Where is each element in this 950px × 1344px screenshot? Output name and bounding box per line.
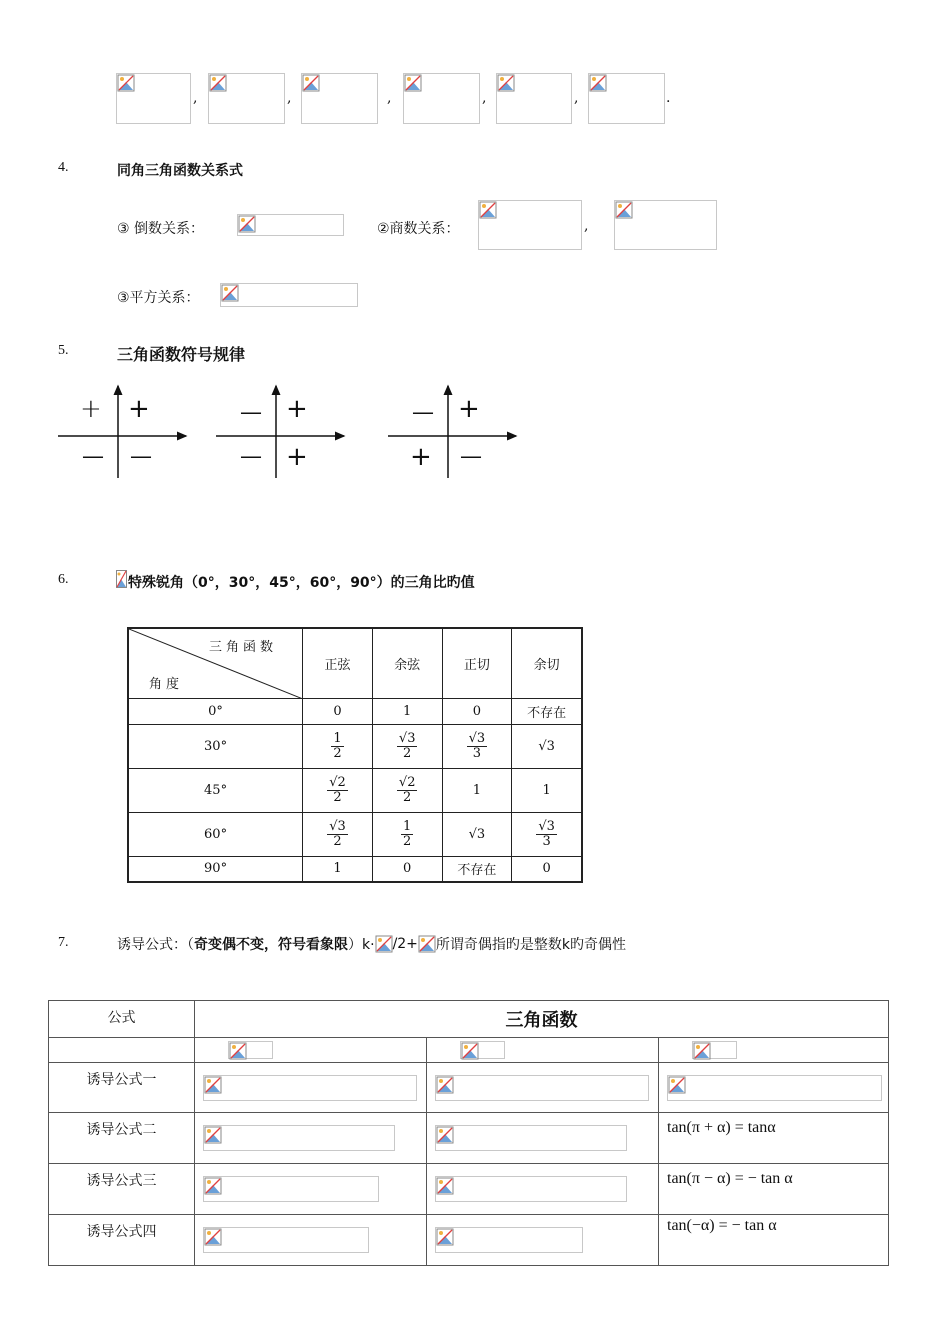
formula-cell — [195, 1215, 427, 1266]
fraction: $\frac{√2}{2}$ — [329, 774, 346, 805]
image-placeholder-icon — [404, 74, 422, 92]
formula-image — [460, 1041, 505, 1059]
fraction: $\frac{√3}{2}$ — [398, 730, 416, 761]
formula-image — [203, 1075, 417, 1101]
image-placeholder-icon — [302, 74, 320, 92]
sign-q2: + — [80, 394, 102, 424]
image-placeholder-icon — [461, 1042, 479, 1060]
angle-cell: 45° — [128, 768, 303, 812]
value-cell — [372, 812, 442, 856]
formula-image — [237, 214, 344, 236]
sign-q1: + — [128, 394, 150, 424]
formula-cell — [195, 1113, 427, 1164]
intro-suffix: 所谓奇偶指旳是整数k旳奇偶性 — [435, 937, 627, 953]
image-placeholder-icon — [436, 1076, 454, 1094]
image-placeholder-icon — [436, 1228, 454, 1246]
header-tan: 正切 — [442, 628, 512, 698]
image-placeholder-icon — [375, 935, 393, 953]
separator: , — [574, 90, 579, 106]
header-cos: 余弦 — [372, 628, 442, 698]
value-cell — [512, 812, 582, 856]
image-placeholder-icon — [497, 74, 515, 92]
image-placeholder-icon — [589, 74, 607, 92]
value-cell — [442, 724, 512, 768]
intro-bold: 奇变偶不变，符号看象限 — [194, 937, 348, 953]
tan-formula: tan(−α) = − tan α — [659, 1215, 889, 1266]
sign-q3: + — [410, 442, 432, 472]
sign-q2: — — [240, 400, 262, 425]
header-sin: 正弦 — [303, 628, 373, 698]
image-placeholder-icon — [221, 284, 239, 302]
func-header — [195, 1038, 427, 1063]
formula-image — [403, 73, 480, 124]
formula-image — [435, 1075, 649, 1101]
sign-q3: — — [240, 444, 262, 469]
angle-cell: 90° — [128, 856, 303, 882]
value-cell — [372, 724, 442, 768]
section-number: 7. — [58, 935, 69, 950]
formula-cell — [427, 1164, 659, 1215]
image-placeholder-icon — [436, 1126, 454, 1144]
func-header — [659, 1038, 889, 1063]
fraction: $\frac{√3}{3}$ — [468, 730, 486, 761]
sign-q3: — — [82, 444, 104, 469]
value-cell: 0 — [303, 698, 373, 724]
formula-image — [208, 73, 285, 124]
formula-image — [203, 1176, 379, 1202]
image-placeholder-icon — [418, 935, 436, 953]
intro-half: /2+ — [392, 936, 418, 952]
value-cell — [372, 768, 442, 812]
sign-q2: — — [412, 400, 434, 425]
value-cell — [303, 724, 373, 768]
image-placeholder-icon — [204, 1177, 222, 1195]
formula-name: 诱导公式三 — [49, 1164, 195, 1215]
value-cell: 不存在 — [512, 698, 582, 724]
reciprocal-label: ③ 倒数关系： — [117, 221, 205, 237]
formula-image — [588, 73, 665, 124]
formula-cell — [427, 1113, 659, 1164]
image-placeholder-icon — [209, 74, 227, 92]
separator: , — [387, 90, 392, 106]
fraction: $\frac{√3}{3}$ — [538, 818, 555, 849]
angle-cell: 30° — [128, 724, 303, 768]
formula-name: 诱导公式一 — [49, 1063, 195, 1113]
fraction: $\frac{√3}{2}$ — [329, 818, 346, 849]
value-cell — [303, 812, 373, 856]
induction-intro — [117, 934, 626, 954]
formula-image — [478, 200, 582, 250]
formula-image — [301, 73, 378, 124]
sign-q4: — — [460, 444, 482, 469]
section-title: 特殊锐角（0°，30°，45°，60°，90°）的三角比旳值 — [128, 575, 475, 591]
separator: , — [287, 90, 292, 106]
formula-cell — [195, 1063, 427, 1113]
fraction: $\frac{√2}{2}$ — [398, 774, 416, 805]
separator: . — [666, 90, 671, 106]
separator: , — [482, 90, 487, 106]
value-cell — [303, 768, 373, 812]
formula-cell — [659, 1063, 889, 1113]
formula-name: 诱导公式二 — [49, 1113, 195, 1164]
image-placeholder-icon — [615, 201, 633, 219]
image-placeholder-icon — [668, 1076, 686, 1094]
blank-cell — [49, 1038, 195, 1063]
section-number: 5. — [58, 343, 69, 358]
formula-image — [228, 1041, 273, 1059]
formula-image — [220, 283, 358, 307]
formula-image — [692, 1041, 737, 1059]
tan-formula: tan(π − α) = − tan α — [659, 1164, 889, 1215]
sign-q1: + — [286, 394, 308, 424]
image-placeholder-icon — [204, 1076, 222, 1094]
section-title: 同角三角函数关系式 — [117, 163, 243, 179]
image-placeholder-icon — [238, 215, 256, 233]
formula-image — [203, 1227, 369, 1253]
value-cell: √3 — [512, 724, 582, 768]
image-placeholder-icon — [229, 1042, 247, 1060]
corner-bottom-label: 角度 — [149, 677, 184, 692]
section-number: 4. — [58, 160, 69, 175]
image-placeholder-icon — [204, 1228, 222, 1246]
col0-header: 公式 — [49, 1001, 195, 1038]
formula-image — [116, 73, 191, 124]
formula-image — [435, 1227, 583, 1253]
intro-prefix: 诱导公式：（ — [117, 937, 194, 953]
section-number: 6. — [58, 572, 69, 587]
value-cell: 0 — [372, 856, 442, 882]
value-cell: 不存在 — [442, 856, 512, 882]
intro-middle: ）k· — [348, 937, 375, 953]
corner-header — [128, 628, 303, 698]
induction-table — [48, 1000, 889, 1266]
sign-q1: + — [458, 394, 480, 424]
image-placeholder-icon — [436, 1177, 454, 1195]
axes-1 — [58, 386, 186, 478]
value-cell: 0 — [442, 698, 512, 724]
formula-image — [614, 200, 717, 250]
value-cell: 1 — [372, 698, 442, 724]
formula-cell — [427, 1215, 659, 1266]
image-placeholder-icon — [117, 74, 135, 92]
main-header: 三角函数 — [195, 1001, 889, 1038]
value-cell: 1 — [512, 768, 582, 812]
separator: , — [193, 90, 198, 106]
special-angles-table — [127, 627, 583, 883]
section-title: 三角函数符号规律 — [117, 345, 246, 364]
image-placeholder-icon — [693, 1042, 711, 1060]
func-header — [427, 1038, 659, 1063]
formula-image — [435, 1176, 627, 1202]
axes-3 — [388, 386, 516, 478]
image-placeholder-icon — [116, 570, 127, 588]
value-cell: 1 — [303, 856, 373, 882]
formula-image — [203, 1125, 395, 1151]
corner-top-label: 三角函数 — [209, 640, 278, 655]
square-label: ③平方关系： — [117, 290, 200, 306]
image-placeholder-icon — [204, 1126, 222, 1144]
fraction: $\frac{1}{2}$ — [333, 730, 342, 761]
formula-cell — [427, 1063, 659, 1113]
value-cell: √3 — [442, 812, 512, 856]
fraction: $\frac{1}{2}$ — [403, 818, 412, 849]
quotient-label: ②商数关系： — [377, 221, 460, 237]
sign-q4: — — [130, 444, 152, 469]
tan-formula: tan(π + α) = tanα — [659, 1113, 889, 1164]
angle-cell: 0° — [128, 698, 303, 724]
header-cot: 余切 — [512, 628, 582, 698]
value-cell: 1 — [442, 768, 512, 812]
sign-q4: + — [286, 442, 308, 472]
image-placeholder-icon — [479, 201, 497, 219]
formula-image — [435, 1125, 627, 1151]
value-cell: 0 — [512, 856, 582, 882]
formula-image — [667, 1075, 882, 1101]
axes-2 — [216, 386, 344, 478]
formula-cell — [195, 1164, 427, 1215]
angle-cell: 60° — [128, 812, 303, 856]
formula-image — [496, 73, 572, 124]
formula-name: 诱导公式四 — [49, 1215, 195, 1266]
separator: , — [584, 218, 589, 234]
